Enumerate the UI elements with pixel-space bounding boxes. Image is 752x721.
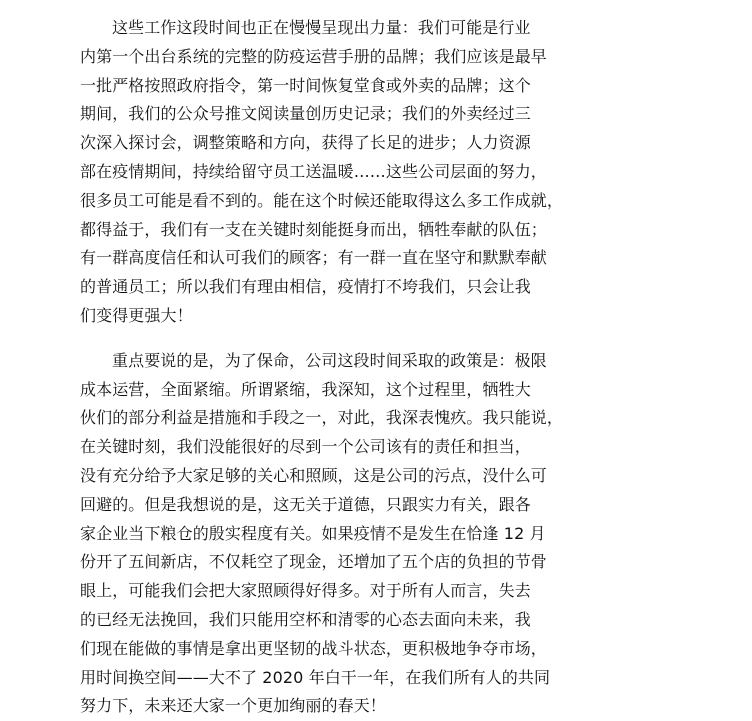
text-line: 很多员工可能是看不到的。能在这个时候还能取得这么多工作成就， (80, 190, 564, 210)
text-line: 次深入探讨会，调整策略和方向，获得了长足的进步；人力资源 (80, 133, 531, 153)
article-body (80, 14, 564, 721)
text-line: 家企业当下粮仓的殷实程度有关。如果疫情不是发生在恰逢 12 月 (80, 523, 546, 543)
text-line: 在关键时刻，我们没能很好的尽到一个公司该有的责任和担当， (80, 437, 531, 457)
text-line: 重点要说的是，为了保命，公司这段时间采取的政策是：极限 (112, 350, 547, 370)
text-line: 内第一个出台系统的完整的防疫运营手册的品牌；我们应该是最早 (80, 46, 547, 66)
text-line: 用时间换空间——大不了 2020 年白干一年，在我们所有人的共同 (80, 667, 551, 687)
text-line: 没有充分给予大家足够的关心和照顾，这是公司的污点，没什么可 (80, 465, 547, 485)
text-line: 的已经无法挽回，我们只能用空杯和清零的心态去面向未来，我 (80, 609, 531, 629)
text-line: 一批严格按照政府指令，第一时间恢复堂食或外卖的品牌；这个 (80, 75, 531, 95)
text-line: 这些工作这段时间也正在慢慢呈现出力量：我们可能是行业 (112, 18, 531, 37)
text-line: 伙们的部分利益是措施和手段之一，对此，我深表愧疚。我只能说， (80, 408, 564, 428)
text-line: 都得益于，我们有一支在关键时刻能挺身而出，牺牲奉献的队伍； (80, 219, 547, 239)
text-line: 期间，我们的公众号推文阅读量创历史记录；我们的外卖经过三 (80, 104, 531, 124)
text-line: 成本运营，全面紧缩。所谓紧缩，我深知，这个过程里，牺牲大 (80, 379, 531, 399)
text-line: 们现在能做的事情是拿出更坚韧的战斗状态，更积极地争夺市场， (80, 638, 547, 658)
text-line: 的普通员工；所以我们有理由相信，疫情打不垮我们，只会让我 (80, 277, 531, 297)
text-line: 部在疫情期间，持续给留守员工送温暖……这些公司层面的努力， (80, 161, 547, 181)
text-line: 努力下，未来还大家一个更加绚丽的春天！ (80, 696, 386, 716)
text-line: 有一群高度信任和认可我们的顾客；有一群一直在坚守和默默奉献 (80, 248, 547, 268)
paragraph-1 (80, 14, 564, 331)
paragraph-spacer (80, 331, 555, 347)
text-line: 眼上，可能我们会把大家照顾得好得多。对于所有人而言，失去 (80, 581, 531, 601)
text-line: 们变得更强大！ (80, 305, 193, 325)
text-line: 份开了五间新店，不仅耗空了现金，还增加了五个店的负担的节骨 (80, 552, 547, 572)
paragraph-2 (80, 347, 564, 721)
text-line: 回避的。但是我想说的是，这无关于道德，只跟实力有关，跟各 (80, 494, 531, 514)
